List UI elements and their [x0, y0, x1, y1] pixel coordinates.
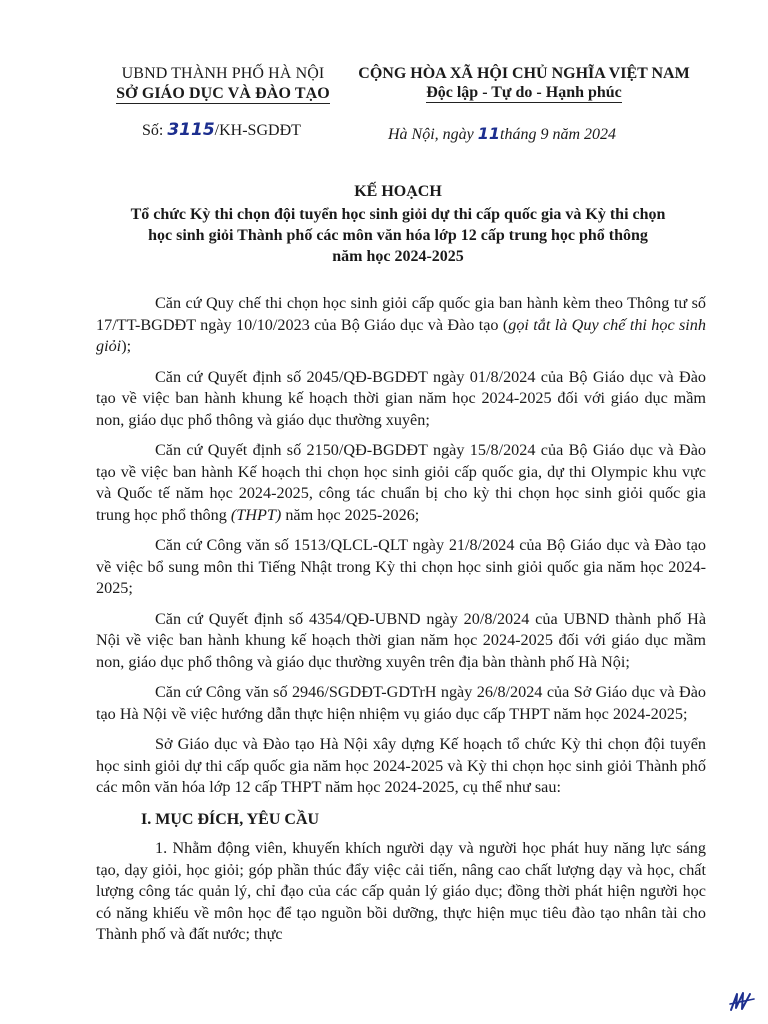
p1-end: ); [121, 337, 132, 355]
document-number [142, 120, 301, 141]
title-line-1: Tổ chức Kỳ thi chọn đội tuyển học sinh giỏi dự thi cấp quốc gia và Kỳ thi chọn [130, 206, 666, 223]
p1-text: Căn cứ Quy chế thi chọn học sinh giỏi cấp quốc gia ban hành kèm theo Thông tư số 17/TT-BGDĐT ngày 10/10/2023 của Bộ Giáo dục và Đào tạo ( [96, 294, 706, 334]
paragraph-legal-basis-4: Căn cứ Công văn số 1513/QLCL-QLT ngày 21/8/2024 của Bộ Giáo dục và Đào tạo về việc bổ sung môn thi Tiếng Nhật trong Kỳ thi chọn học sinh giỏi quốc gia năm học 2024-2025; [96, 536, 706, 597]
document-title [96, 181, 700, 267]
initials-signature-icon [728, 988, 758, 1014]
issue-date [388, 124, 616, 145]
paragraph-legal-basis-1 [96, 293, 706, 358]
p3-italic: (THPT) [230, 505, 282, 524]
p1-italic: gọi tắt là Quy chế thi học sinh giỏi [96, 315, 706, 355]
paragraph-purpose-1: 1. Nhằm động viên, khuyến khích người dạy và người học phát huy năng lực sáng tạo, dạy giỏi, học giỏi; góp phần thúc đẩy việc cải tiến, nâng cao chất lượng dạy và học, chất lượng công tác quản lý, chỉ đạo của các cấp quản lý giáo dục; đồng thời phát hiện người học có năng khiếu về môn học để tạo nguồn bồi dưỡng, thực hiện mục tiêu đào tạo nhân tài cho Thành phố và đất nước; thực [96, 839, 706, 943]
agency-name: UBND THÀNH PHỐ HÀ NỘI [121, 65, 325, 82]
issuer-block [108, 64, 338, 104]
section-heading-1: I. MỤC ĐÍCH, YÊU CẦU [141, 810, 320, 828]
title-line-2: học sinh giỏi Thành phố các môn văn hóa lớp 12 cấp trung học phổ thông [148, 227, 648, 244]
national-heading [344, 64, 704, 103]
date-prefix: Hà Nội, ngày [388, 126, 478, 143]
p3-end: năm học 2025-2026; [281, 505, 420, 524]
paragraph-intro: Sở Giáo dục và Đào tạo Hà Nội xây dựng Kế hoạch tổ chức Kỳ thi chọn đội tuyển học sinh giỏi dự thi cấp quốc gia năm học 2024-2025 và Kỳ thi chọn học sinh giỏi Thành phố các môn văn hóa lớp 12 cấp THPT năm học 2024-2025, cụ thể như sau: [96, 735, 706, 796]
title-line-3: năm học 2024-2025 [332, 248, 464, 265]
paragraph-legal-basis-3 [96, 440, 706, 526]
p3-text: Căn cứ Quyết định số 2150/QĐ-BGDĐT ngày 15/8/2024 của Bộ Giáo dục và Đào tạo về việc ban hành Kế hoạch thi chọn học sinh giỏi cấp quốc gia, dự thi Olympic khu vực và Quốc tế năm học 2024-2025, công tác chuẩn bị cho kỳ thi chọn học sinh giỏi quốc gia trung học phổ thông [96, 441, 706, 524]
doc-no-prefix: Số: [142, 122, 168, 139]
paragraph-legal-basis-2: Căn cứ Quyết định số 2045/QĐ-BGDĐT ngày 01/8/2024 của Bộ Giáo dục và Đào tạo về việc ban hành khung kế hoạch thời gian năm học 2024-2025 đối với giáo dục mầm non, giáo dục phổ thông và giáo dục thường xuyên; [96, 367, 706, 429]
paragraph-legal-basis-5: Căn cứ Quyết định số 4354/QĐ-UBND ngày 20/8/2024 của UBND thành phố Hà Nội về việc ban hành khung kế hoạch thời gian năm học 2024-2025 đối với giáo dục mầm non, giáo dục phổ thông và giáo dục thường xuyên trên địa bàn thành phố Hà Nội; [96, 609, 706, 671]
doc-no-handwritten: 3115 [167, 120, 215, 140]
date-day-handwritten: 11 [477, 124, 501, 143]
document-body [96, 293, 706, 955]
date-suffix: tháng 9 năm 2024 [500, 126, 617, 143]
paragraph-legal-basis-6: Căn cứ Công văn số 2946/SGDĐT-GDTrH ngày 26/8/2024 của Sở Giáo dục và Đào tạo Hà Nội về việc hướng dẫn thực hiện nhiệm vụ giáo dục cấp THPT năm học 2024-2025; [96, 683, 706, 723]
national-motto: Độc lập - Tự do - Hạnh phúc [426, 84, 622, 101]
department-name: SỞ GIÁO DỤC VÀ ĐÀO TẠO [116, 85, 330, 102]
doc-no-suffix: /KH-SGDĐT [214, 122, 301, 139]
nation-name: CỘNG HÒA XÃ HỘI CHỦ NGHĨA VIỆT NAM [358, 65, 690, 82]
title-main: KẾ HOẠCH [354, 183, 442, 200]
